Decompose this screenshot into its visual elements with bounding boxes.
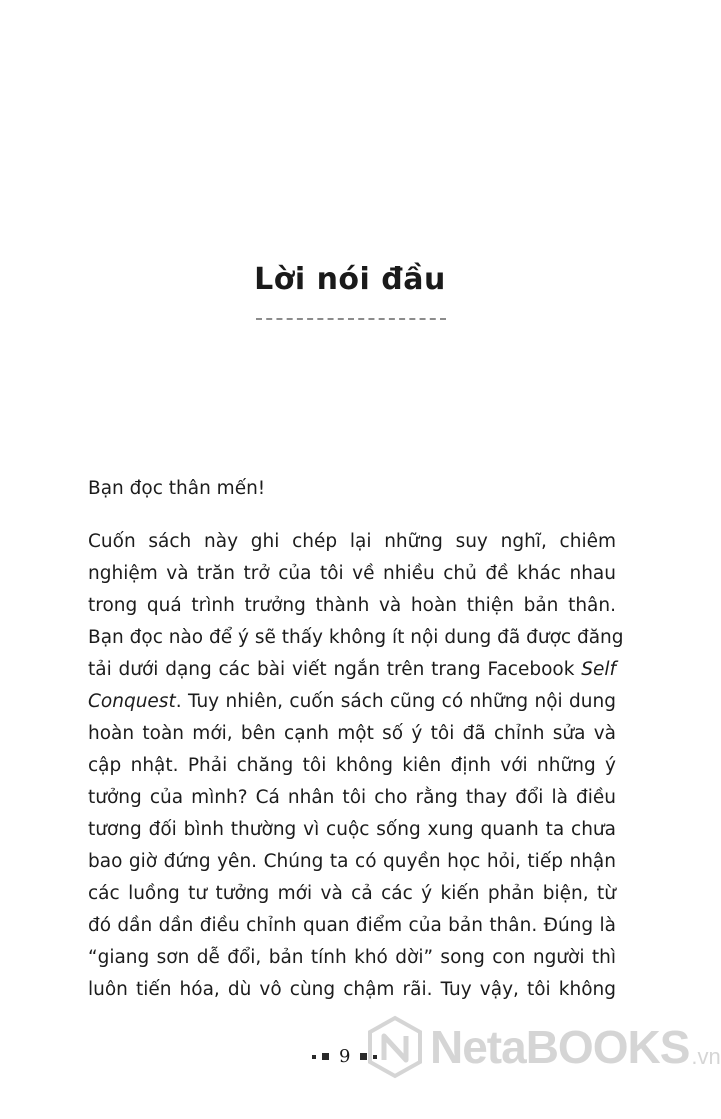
paragraph-line	[88, 654, 616, 686]
ornament-square-icon	[360, 1053, 367, 1060]
paragraph-line: trong quá trình trưởng thành và hoàn thiện bản thân.	[88, 595, 616, 616]
italic-book-title: Conquest	[88, 691, 176, 712]
italic-book-title: Self	[581, 659, 616, 680]
title-dashed-divider	[256, 318, 446, 320]
paragraph-line: hoàn toàn mới, bên cạnh một số ý tôi đã chỉnh sửa và	[88, 723, 616, 744]
chapter-title: Lời nói đầu	[254, 262, 446, 297]
paragraph-line: bao giờ đứng yên. Chúng ta có quyền học hỏi, tiếp nhận	[88, 851, 616, 872]
watermark-suffix: .vn	[691, 1044, 721, 1069]
ornament-dot-icon	[312, 1055, 316, 1059]
ornament-square-icon	[322, 1053, 329, 1060]
paragraph-line: luôn tiến hóa, dù vô cùng chậm rãi. Tuy vậy, tôi không	[88, 979, 616, 1000]
page-number: 9	[339, 1046, 351, 1067]
paragraph-line: tương đối bình thường vì cuộc sống xung quanh ta chưa	[88, 819, 616, 840]
paragraph-line: các luồng tư tưởng mới và cả các ý kiến phản biện, từ	[88, 883, 616, 904]
body-paragraph	[88, 526, 624, 1006]
paragraph-line: cập nhật. Phải chăng tôi không kiên định với những ý	[88, 755, 616, 776]
greeting-line: Bạn đọc thân mến!	[88, 478, 266, 499]
paragraph-line: Bạn đọc nào để ý sẽ thấy không ít nội dung đã được đăng	[88, 627, 624, 648]
paragraph-line: “giang sơn dễ đổi, bản tính khó dời” song con người thì	[88, 947, 616, 968]
paragraph-line-text: . Tuy nhiên, cuốn sách cũng có những nội dung	[175, 691, 616, 712]
watermark	[368, 1016, 721, 1078]
paragraph-line: tưởng của mình? Cá nhân tôi cho rằng thay đổi là điều	[88, 787, 616, 808]
paragraph-line: Cuốn sách này ghi chép lại những suy nghĩ, chiêm	[88, 531, 616, 552]
paragraph-line	[88, 686, 616, 718]
paragraph-line: nghiệm và trăn trở của tôi về nhiều chủ đề khác nhau	[88, 563, 616, 584]
paragraph-line: đó dần dần điều chỉnh quan điểm của bản thân. Đúng là	[88, 915, 616, 936]
netabooks-logo-icon	[368, 1016, 422, 1078]
paragraph-line-text: tải dưới dạng các bài viết ngắn trên trang Facebook	[88, 659, 582, 680]
watermark-brand: NetaBOOKS	[430, 1021, 690, 1073]
